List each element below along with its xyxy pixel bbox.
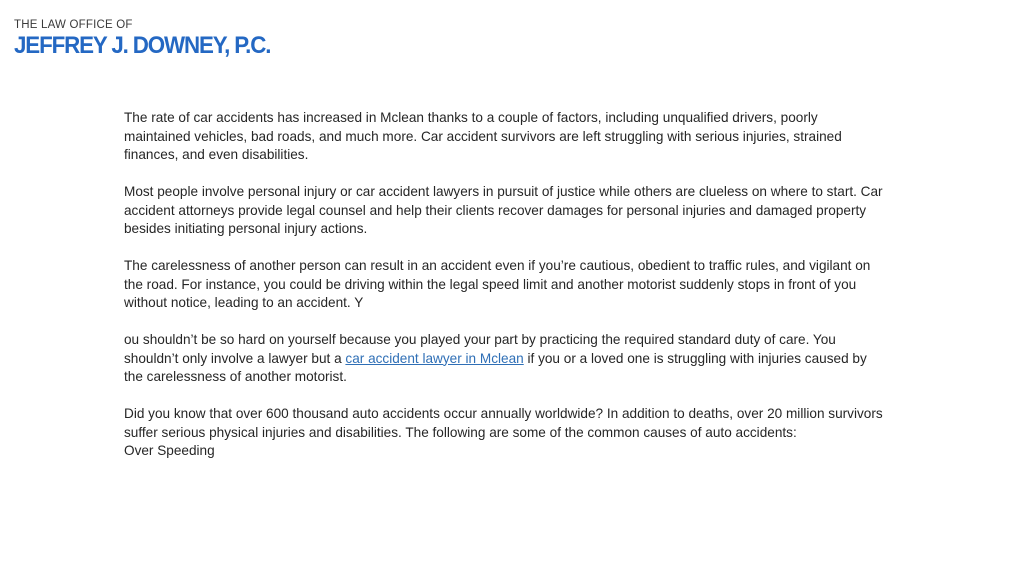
- firm-logo[interactable]: [14, 18, 274, 59]
- logo-top-line: THE LAW OFFICE OF: [14, 19, 133, 31]
- heading-over-speeding: Over Speeding: [124, 443, 215, 458]
- paragraph-statistics: Did you know that over 600 thousand auto accidents occur annually worldwide? In addition to deaths, over 20 million survivors suffer serious physical injuries and disabilities. The following are some of the common causes of auto accidents:: [124, 406, 883, 440]
- logo-main-line: JEFFREY J. DOWNEY, P.C.: [14, 32, 271, 59]
- paragraph-accident-rate: The rate of car accidents has increased in Mclean thanks to a couple of factors, including unqualified drivers, poorly maintained vehicles, bad roads, and much more. Car accident survivors are left struggling with serious injuries, strained finances, and even disabilities.: [124, 110, 842, 162]
- paragraph-carelessness: The carelessness of another person can result in an accident even if you’re cautious, obedient to traffic rules, and vigilant on the road. For instance, you could be driving within the legal speed limit and another motorist suddenly stops in front of you without notice, leading to an accident. Y: [124, 258, 871, 310]
- paragraph-lawyers: Most people involve personal injury or car accident lawyers in pursuit of justice while others are clueless on where to start. Car accident attorneys provide legal counsel and help their clients recover damages for personal injuries and damaged property besides initiating personal injury actions.: [124, 184, 883, 236]
- car-accident-lawyer-link[interactable]: car accident lawyer in Mclean: [345, 350, 524, 366]
- paragraph-duty-text-before: ou shouldn’t be so hard on yourself because you played your part by practicing the required standard duty of care. You shouldn’t only involve a lawyer but a: [124, 332, 836, 366]
- paragraph-duty-text-after: if you or a loved one is struggling with injuries caused by the carelessness of another motorist.: [124, 350, 867, 384]
- paragraph-duty-of-care: [124, 331, 884, 387]
- article-body: [124, 109, 884, 461]
